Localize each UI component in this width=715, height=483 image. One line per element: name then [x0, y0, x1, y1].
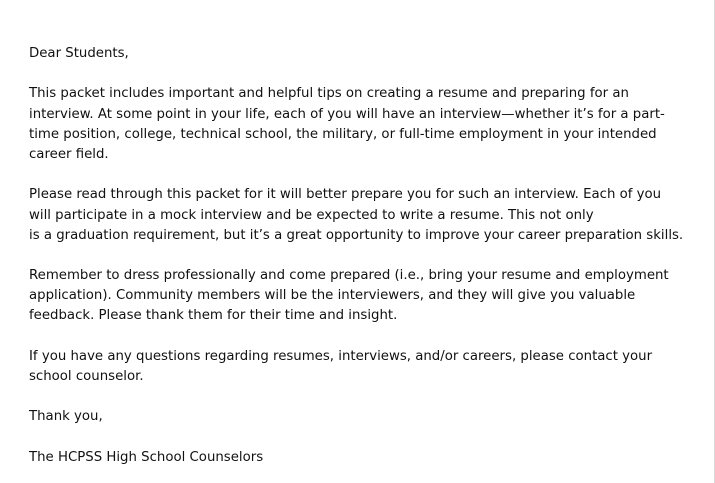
paragraph-line: will participate in a mock interview and be expected to write a resume. This not only: [29, 207, 594, 223]
paragraph-intro: [29, 84, 709, 165]
paragraph-spacer: [29, 165, 709, 185]
paragraph-line: Please read through this packet for it will better prepare you for such an interview. Each of you: [29, 187, 662, 203]
paragraph-requirements: [29, 185, 709, 246]
paragraph-line: Remember to dress professionally and come prepared (i.e., bring your resume and employment: [29, 268, 669, 284]
paragraph-line: feedback. Please thank them for their time and insight.: [29, 308, 398, 324]
signature: The HCPSS High School Counselors: [29, 449, 264, 465]
salutation: Dear Students,: [29, 46, 129, 61]
paragraph-spacer: [29, 387, 709, 407]
paragraph-line: interview. At some point in your life, each of you will have an interview—whether it’s for a part-: [29, 106, 665, 122]
paragraph-contact: [29, 347, 709, 387]
paragraph-dress-code: [29, 266, 709, 327]
paragraph-line: is a graduation requirement, but it’s a great opportunity to improve your career preparation skills.: [29, 227, 684, 243]
paragraph-spacer: [29, 246, 709, 266]
paragraph-line: If you have any questions regarding resumes, interviews, and/or careers, please contact your: [29, 348, 653, 364]
paragraph-line: time position, college, technical school, the military, or full-time employment in your intended: [29, 126, 657, 142]
paragraph-spacer: [29, 428, 709, 448]
paragraph-spacer: [29, 64, 709, 84]
letter-body: [29, 44, 709, 468]
paragraph-line: career field.: [29, 146, 109, 162]
paragraph-line: school counselor.: [29, 369, 144, 384]
paragraph-spacer: [29, 327, 709, 347]
paragraph-line: application). Community members will be the interviewers, and they will give you valuable: [29, 288, 636, 304]
closing: Thank you,: [29, 409, 103, 425]
paragraph-line: This packet includes important and helpful tips on creating a resume and preparing for an: [29, 86, 629, 102]
